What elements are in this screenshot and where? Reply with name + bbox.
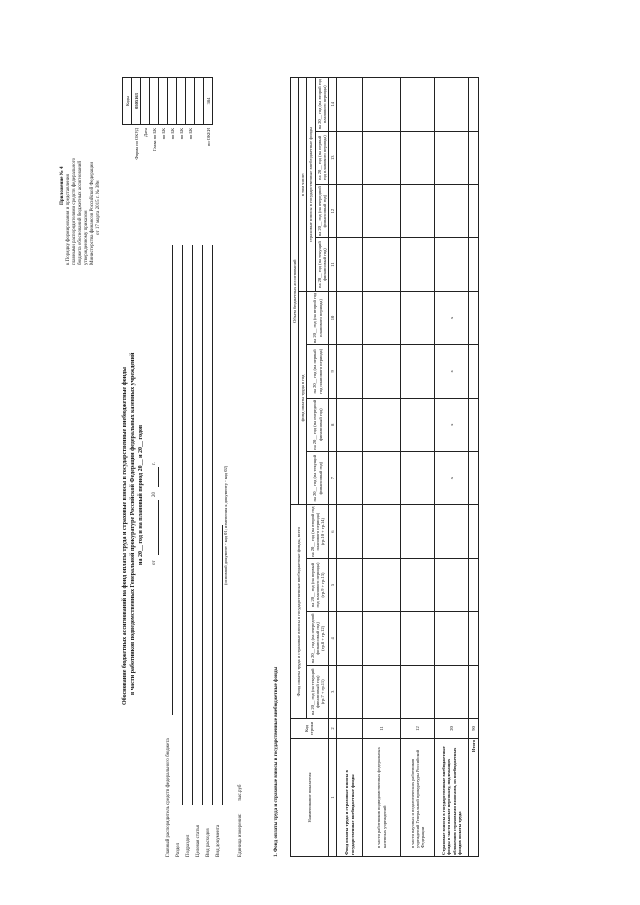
cell <box>401 398 435 451</box>
cell <box>337 558 363 611</box>
cell <box>401 451 435 504</box>
col-num: 1 <box>328 739 336 857</box>
cell <box>401 184 435 237</box>
row-name: в части работников подведомственных федеральных казенных учреждений <box>363 739 401 857</box>
col-header-ins-current: на 20__ год (на текущий финансовый год) <box>315 238 328 291</box>
doc-type-note: (основной документ - код 01; изменения к документу - код 02) <box>223 465 228 585</box>
date-year: 20 <box>152 492 157 497</box>
field-vid-dokumenta: Вид документа <box>216 824 221 857</box>
col-num: 3 <box>328 665 336 718</box>
col-header-text: на 20__ год (на первый год планового периода) <box>309 562 321 608</box>
col-num: 11 <box>328 238 336 291</box>
cell <box>337 78 363 132</box>
row-name: Фонд оплаты труда и страховые взносы в государственные внебюджетные фонды <box>337 739 363 857</box>
date-label: Дата <box>142 128 148 137</box>
col-header-text: на 20__ год (на второй год планового периода) <box>309 506 321 557</box>
cell <box>401 131 435 184</box>
appendix-header <box>60 75 102 265</box>
cell <box>337 345 363 398</box>
field-line <box>212 245 213 805</box>
column-number-row <box>328 78 336 857</box>
col-num: 12 <box>328 184 336 237</box>
row-code: 90 <box>469 719 479 739</box>
cell <box>401 505 435 558</box>
table-row <box>337 78 363 857</box>
cell <box>363 78 401 132</box>
cell <box>337 451 363 504</box>
field-line <box>202 245 203 805</box>
col-num: 9 <box>328 345 336 398</box>
col-header-ins-next: на 20__ год (на очередной финансовый год) <box>316 186 327 237</box>
podrazdel-bk-label: по БК <box>169 128 175 140</box>
document-title-line2: в части работников подведомственных Генеральной прокуратуре Российской Федерации федеральных казенных учреждений <box>130 352 136 695</box>
header-name: Наименование показателя <box>291 739 329 857</box>
okei-code: 384 <box>204 78 213 125</box>
col-num: 10 <box>328 291 336 344</box>
col-header-text: на 20__ год (на очередной финансовый год) <box>309 613 321 664</box>
table-row <box>435 78 469 857</box>
codes-table <box>122 77 213 237</box>
glava-label: Глава по БК <box>151 128 157 152</box>
col-header-ins-p2: на 20__ год (на второй год планового периода) <box>316 79 327 130</box>
cell <box>363 558 401 611</box>
col-num: 2 <box>328 719 336 739</box>
cell <box>363 291 401 344</box>
date-suffix: г. <box>152 462 157 465</box>
col-header-fot-p1: на 20__ год (на первый год планового периода) <box>307 345 329 398</box>
field-podrazdel: Подраздел <box>186 834 191 857</box>
col-num: 6 <box>328 505 336 558</box>
col-formula: (гр.10 + гр.14) <box>320 517 326 546</box>
col-num: 7 <box>328 451 336 504</box>
cell <box>469 398 479 451</box>
cell <box>337 665 363 718</box>
header-line: бюджета обоснований бюджетных ассигнований <box>78 161 83 265</box>
cell <box>469 612 479 665</box>
okei-label: по ОКЕИ <box>205 128 211 147</box>
date-code-cell <box>141 78 150 125</box>
glava-code-cell <box>150 78 159 125</box>
cell <box>363 665 401 718</box>
header-line: от 17 марта 2015 г. № 38н <box>96 180 101 235</box>
cell <box>363 451 401 504</box>
table-row <box>401 78 435 857</box>
cell <box>363 398 401 451</box>
vid-rashodov-bk-label: по БК <box>187 128 193 140</box>
col-header-current-total <box>307 665 329 718</box>
cell <box>363 238 401 291</box>
cell <box>435 612 469 665</box>
x-mark: х <box>435 291 469 344</box>
col-header-text: на 20__ год (на текущий финансовый год) <box>309 668 321 716</box>
header-volume-group: Объем бюджетных ассигнований <box>291 78 299 505</box>
cell <box>363 612 401 665</box>
cell <box>435 238 469 291</box>
cell <box>401 612 435 665</box>
col-header-fot-next: на 20__ год (на очередной финансовый год) <box>307 398 329 451</box>
row-code: 12 <box>401 719 435 739</box>
cell <box>401 345 435 398</box>
date-year-line <box>158 467 159 487</box>
cell <box>469 558 479 611</box>
col-header-fot-current: на 20__ год (на текущий финансовый год) <box>307 451 329 504</box>
col-formula: (гр.7 + гр.11) <box>320 679 326 705</box>
header-line: Министерства финансов Российской Федерации <box>90 161 95 265</box>
cell <box>435 184 469 237</box>
header-line: Приложение № 4 <box>60 166 65 205</box>
cell <box>401 558 435 611</box>
row-name: Итого <box>469 739 479 857</box>
col-header-ins-p1: на 20__ год (на первый год планового периода) <box>315 131 328 184</box>
field-vid-rashodov: Вид расходов <box>206 828 211 857</box>
celevaya-code-cell <box>177 78 186 125</box>
col-num: 14 <box>328 78 336 132</box>
col-num: 13 <box>328 131 336 184</box>
form-okud-code: 0505163 <box>132 78 141 125</box>
cell <box>337 291 363 344</box>
date-day-line <box>158 500 159 555</box>
cell <box>401 291 435 344</box>
x-mark: х <box>435 451 469 504</box>
header-insurance: страховые взносы в государственные внебюджетные фонды <box>307 78 315 292</box>
cell <box>469 505 479 558</box>
col-formula: (гр.9 + гр.13) <box>320 572 326 598</box>
cell <box>363 505 401 558</box>
document-title: Обоснование бюджетных ассигнований на фонд оплаты труда и страховые взносы в государственные внебюджетные фонды <box>122 367 128 705</box>
cell <box>469 131 479 184</box>
cell <box>469 291 479 344</box>
cell <box>469 78 479 132</box>
header-line: главными распорядителями средств федерального <box>72 157 77 265</box>
field-glavny-rasporyaditel: Главный распорядитель средств федерального бюджета <box>166 738 171 857</box>
cell <box>363 131 401 184</box>
col-header-next-total <box>307 612 329 665</box>
row-code <box>337 719 363 739</box>
cell <box>363 184 401 237</box>
header-insurance-top <box>299 78 307 292</box>
col-header-p1-total <box>307 558 329 611</box>
cell <box>337 505 363 558</box>
cell <box>435 78 469 132</box>
header-fot: фонд оплаты труда в год <box>299 291 307 505</box>
table-row-total <box>469 78 479 857</box>
row-code: 11 <box>363 719 401 739</box>
col-header-p2-total <box>307 505 329 558</box>
form-okud-label: Форма по ОКУД <box>133 128 139 160</box>
header-total-group: Фонд оплаты труда и страховые взносы в государственные внебюджетные фонды, всего <box>291 505 307 719</box>
vid-doc-code-cell <box>195 78 204 125</box>
field-razdel: Раздел <box>176 842 181 857</box>
cell <box>435 131 469 184</box>
podrazdel-code-cell <box>168 78 177 125</box>
row-code: 20 <box>435 719 469 739</box>
document-sheet <box>60 45 580 865</box>
cell <box>337 131 363 184</box>
razdel-code-cell <box>159 78 168 125</box>
vid-rashodov-code-cell <box>186 78 195 125</box>
cell <box>363 345 401 398</box>
cell <box>469 451 479 504</box>
celevaya-bk-label: по БК <box>178 128 184 140</box>
cell <box>469 184 479 237</box>
x-mark: х <box>435 345 469 398</box>
cell <box>401 665 435 718</box>
cell <box>435 505 469 558</box>
header-vtch: в том числе: <box>300 172 306 197</box>
budget-table <box>290 77 479 857</box>
header-code: Код строки <box>291 719 329 739</box>
cell <box>337 238 363 291</box>
cell <box>469 345 479 398</box>
header-line: утвержденному приказом <box>84 210 89 265</box>
razdel-bk-label: по БК <box>160 128 166 140</box>
col-num: 8 <box>328 398 336 451</box>
document-title-line3: на 20__ год и на плановый период 20__ и 20__ годов <box>138 424 144 565</box>
unit-label: Единица измерения: <box>238 813 243 857</box>
rotated-page <box>60 65 580 865</box>
cell <box>337 612 363 665</box>
codes-header: Коды <box>123 78 132 125</box>
cell <box>337 398 363 451</box>
field-line <box>172 245 173 715</box>
cell <box>435 558 469 611</box>
table-row <box>363 78 401 857</box>
col-header-fot-p2: на 20__ год (на второй год планового периода) <box>307 291 329 344</box>
row-name: Страховые взносы в государственные внебюджетные фонды в части выплат персоналу, подлежащих обложению страховыми взносами, из внебюджетных фондов оплаты труда <box>435 739 469 857</box>
col-num: 4 <box>328 612 336 665</box>
header-line: к Порядку формирования и представления <box>66 174 71 265</box>
date-prefix: от <box>152 560 157 565</box>
cell <box>469 238 479 291</box>
unit-value: тыс.руб <box>238 784 243 801</box>
field-celevaya-statya: Целевая статья <box>196 825 201 857</box>
x-mark: х <box>435 398 469 451</box>
field-line <box>192 245 193 805</box>
cell <box>435 665 469 718</box>
section-title: 1. Фонд оплаты труда и страховые взносы в государственные внебюджетные фонды <box>274 666 279 857</box>
cell <box>401 238 435 291</box>
cell <box>337 184 363 237</box>
col-formula: (гр.8 + гр.12) <box>320 625 326 651</box>
row-name: в части научных и педагогических работников учреждений Генеральной прокуратуры Российской Федерации <box>401 739 435 857</box>
col-num: 5 <box>328 558 336 611</box>
cell <box>401 78 435 132</box>
field-line <box>182 245 183 805</box>
cell <box>469 665 479 718</box>
